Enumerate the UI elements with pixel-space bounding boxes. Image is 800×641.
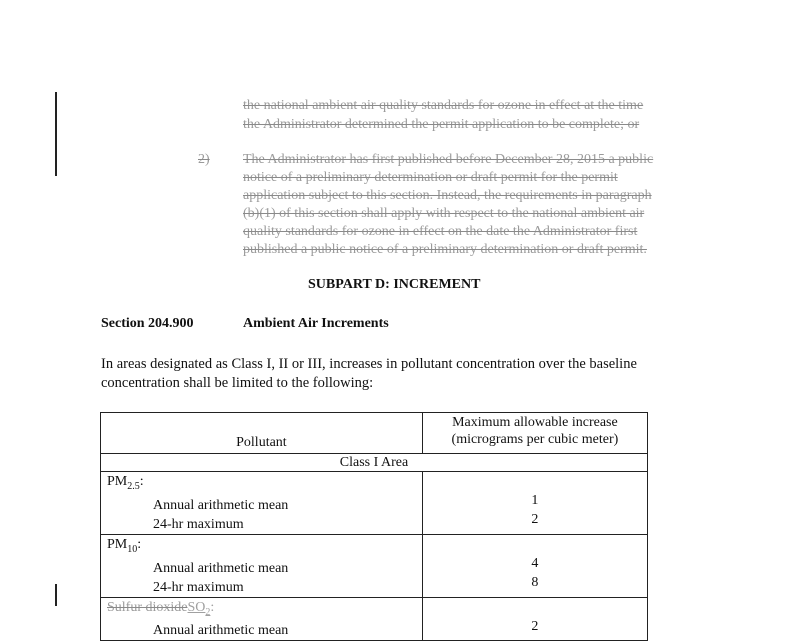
struck-line: notice of a preliminary determination or draft permit for the permit	[243, 170, 618, 185]
intro-line: concentration shall be limited to the following:	[101, 375, 374, 391]
struck-line: (b)(1) of this section shall apply with respect to the national ambient air	[243, 206, 645, 221]
header-pollutant: Pollutant	[101, 413, 423, 454]
pollutant-name-pm10: $PM_{10}$:	[107, 536, 142, 555]
table-header-row	[101, 413, 648, 454]
area-row	[101, 454, 648, 472]
averaging-period: 24-hr maximum	[153, 516, 244, 532]
averaging-period: Annual arithmetic mean	[153, 623, 289, 639]
increment-value: 4	[531, 555, 539, 571]
struck-line: the national ambient air quality standards for ozone in effect at the time	[243, 98, 644, 113]
averaging-period: Annual arithmetic mean	[153, 560, 289, 576]
increments-table	[100, 412, 648, 641]
header-max-increase	[422, 413, 647, 454]
increment-value: 2	[531, 618, 539, 634]
change-bar-top	[55, 92, 57, 176]
increment-value: 8	[531, 574, 539, 590]
header-max-line1: Maximum allowable increase	[452, 415, 618, 430]
increment-value: 1	[531, 493, 539, 508]
header-max-line2: (micrograms per cubic meter)	[451, 432, 619, 447]
struck-line: published a public notice of a preliminary determination or draft permit.	[243, 242, 647, 257]
value-cell-pm25	[422, 472, 647, 535]
value-cell-pm10	[422, 534, 647, 597]
averaging-period: Annual arithmetic mean	[153, 497, 289, 513]
intro-paragraph	[101, 355, 637, 393]
table-row	[101, 597, 648, 641]
averaging-period: 24-hr maximum	[153, 579, 244, 595]
struck-line: application subject to this section. Instead, the requirements in paragraph	[243, 188, 652, 203]
pollutant-name-pm25: $PM_{2.5}$:	[107, 474, 144, 492]
change-bar-bottom	[55, 584, 57, 606]
pollutant-cell-pm25	[101, 472, 423, 535]
struck-line: quality standards for ozone in effect on the date the Administrator first	[243, 224, 638, 239]
item-number: 2)	[198, 152, 210, 167]
table-row	[101, 472, 648, 535]
area-label: Class I Area	[101, 454, 648, 472]
struck-line: the Administrator determined the permit application to be complete; or	[243, 117, 640, 132]
struck-line: The Administrator has first published before December 28, 2015 a public	[243, 152, 654, 167]
pollutant-cell-pm10	[101, 534, 423, 597]
table-row	[101, 534, 648, 597]
value-cell-so2	[422, 597, 647, 641]
subpart-heading: SUBPART D: INCREMENT	[308, 277, 481, 292]
section-title: Ambient Air Increments	[243, 316, 389, 331]
increment-value: 2	[531, 512, 539, 527]
intro-line: In areas designated as Class I, II or III, increases in pollutant concentration over the baseline	[101, 356, 637, 372]
section-number: Section 204.900	[101, 316, 194, 331]
pollutant-name-so2: Sulfur dioxideSO$_2$:	[107, 599, 215, 618]
pollutant-cell-so2	[101, 597, 423, 641]
